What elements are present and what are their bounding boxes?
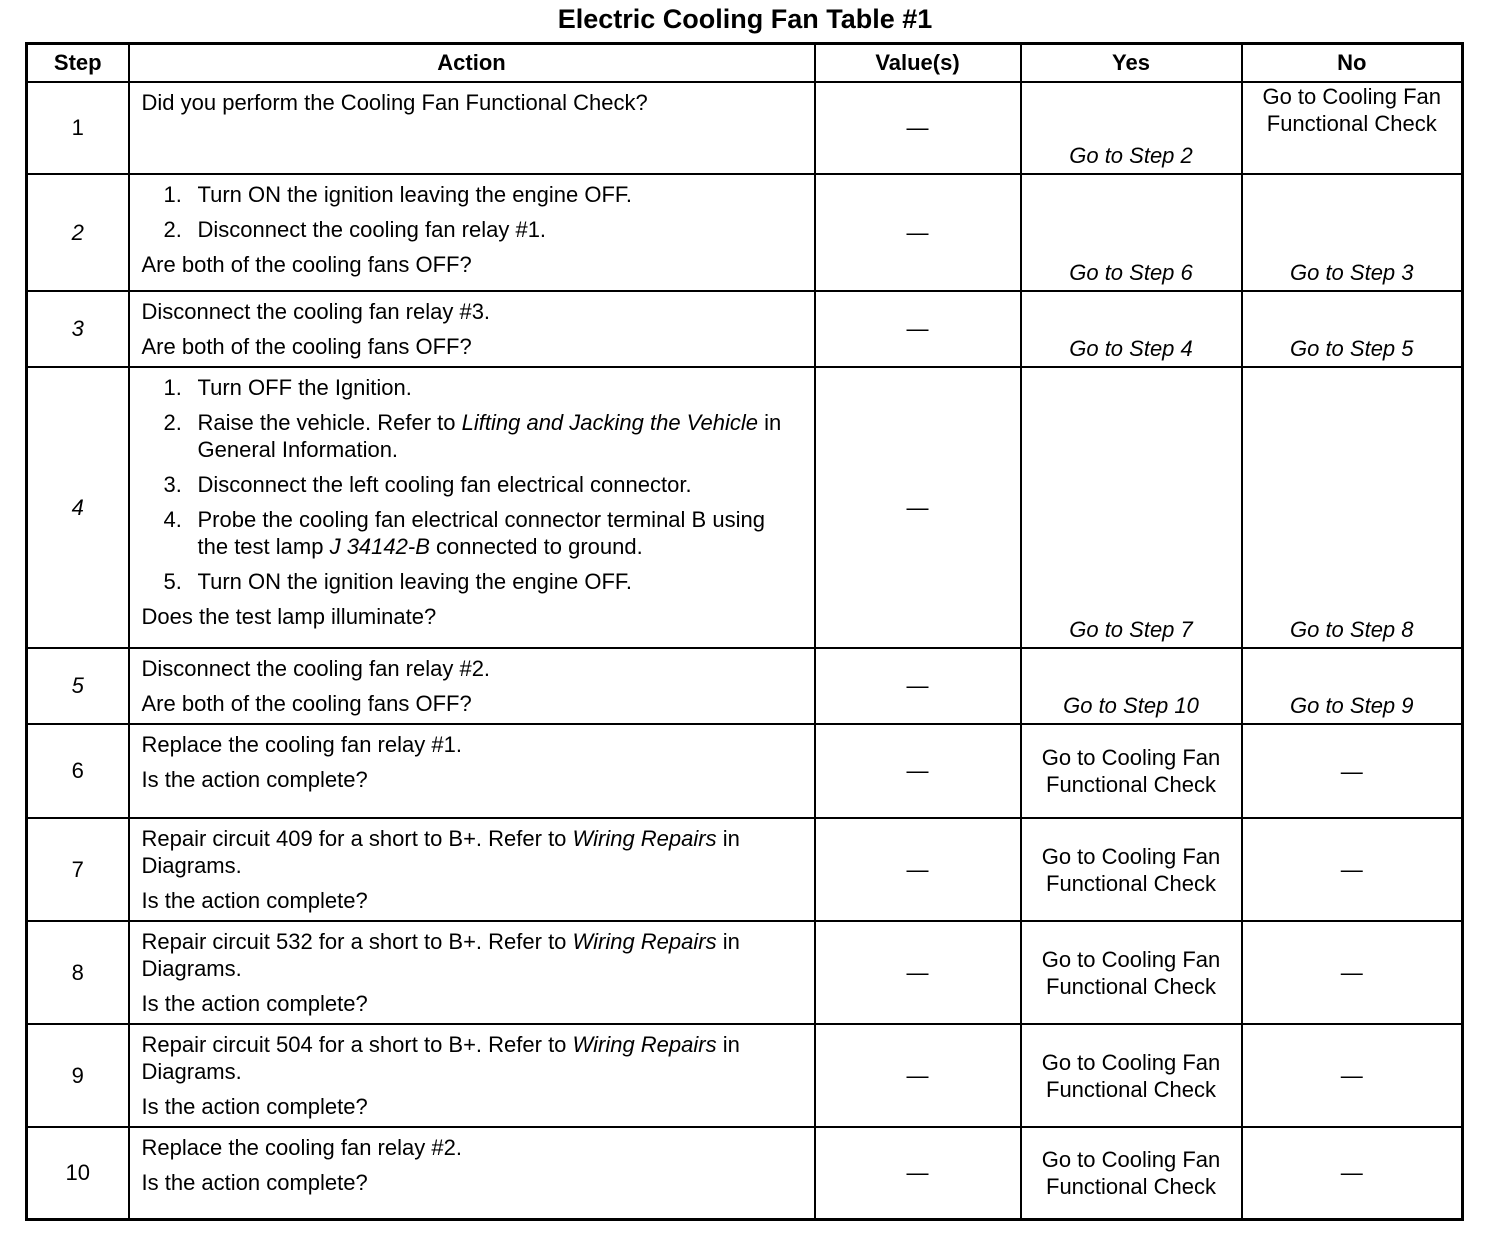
value-cell: — — [815, 1127, 1021, 1219]
yes-cell: Go to Cooling Fan Functional Check — [1021, 1024, 1242, 1127]
text-segment: Disconnect the cooling fan relay #1. — [197, 217, 547, 242]
action-cell — [129, 291, 815, 367]
step-cell: 3 — [27, 291, 129, 367]
step-cell: 2 — [27, 174, 129, 291]
item-text — [198, 568, 633, 595]
item-number: 1. — [163, 375, 182, 400]
value-cell: — — [815, 921, 1021, 1024]
action-text — [142, 298, 802, 325]
yes-cell: Go to Cooling Fan Functional Check — [1021, 818, 1242, 921]
item-text — [198, 374, 412, 401]
no-cell: Go to Step 9 — [1242, 648, 1463, 724]
action-text — [142, 89, 802, 116]
step-cell: 8 — [27, 921, 129, 1024]
action-cell — [129, 648, 815, 724]
step-cell: 9 — [27, 1024, 129, 1127]
action-text — [142, 887, 802, 914]
value-cell: — — [815, 648, 1021, 724]
table-row — [27, 724, 1463, 818]
action-cell — [129, 1127, 815, 1219]
text-segment: Is the action complete? — [141, 888, 368, 913]
action-cell — [129, 174, 815, 291]
item-number: 4. — [163, 507, 182, 532]
action-list-item — [142, 181, 802, 208]
step-cell: 7 — [27, 818, 129, 921]
action-cell — [129, 818, 815, 921]
header-no: No — [1242, 44, 1463, 83]
text-segment: Turn ON the ignition leaving the engine OFF. — [197, 569, 633, 594]
yes-cell: Go to Step 6 — [1021, 174, 1242, 291]
action-list-item — [142, 506, 802, 560]
reference-link-text: Wiring Repairs — [572, 826, 717, 851]
table-row — [27, 1127, 1463, 1219]
no-cell: Go to Step 3 — [1242, 174, 1463, 291]
text-segment: Are both of the cooling fans OFF? — [141, 334, 472, 359]
action-text — [142, 603, 802, 630]
text-segment: in Diagrams. — [141, 929, 740, 981]
reference-link-text: J 34142-B — [329, 534, 430, 559]
table-row — [27, 1024, 1463, 1127]
action-text — [142, 825, 802, 879]
text-segment: Disconnect the cooling fan relay #3. — [141, 299, 491, 324]
table-row — [27, 367, 1463, 648]
no-cell: — — [1242, 921, 1463, 1024]
action-text — [142, 690, 802, 717]
header-row — [27, 44, 1463, 83]
table-row — [27, 291, 1463, 367]
text-segment: Are both of the cooling fans OFF? — [141, 691, 472, 716]
action-text — [142, 1169, 802, 1196]
action-list-item — [142, 568, 802, 595]
action-cell — [129, 1024, 815, 1127]
text-segment: Disconnect the left cooling fan electrical connector. — [197, 472, 692, 497]
action-list-item — [142, 409, 802, 463]
text-segment: Does the test lamp illuminate? — [141, 604, 437, 629]
step-cell: 6 — [27, 724, 129, 818]
no-cell: — — [1242, 1024, 1463, 1127]
value-cell: — — [815, 1024, 1021, 1127]
step-cell: 1 — [27, 82, 129, 174]
action-text — [142, 1134, 802, 1161]
text-segment: connected to ground. — [429, 534, 643, 559]
table-row — [27, 174, 1463, 291]
table-row — [27, 921, 1463, 1024]
value-cell: — — [815, 367, 1021, 648]
no-cell: — — [1242, 1127, 1463, 1219]
action-text — [142, 928, 802, 982]
yes-cell: Go to Cooling Fan Functional Check — [1021, 921, 1242, 1024]
value-cell: — — [815, 818, 1021, 921]
yes-cell: Go to Step 4 — [1021, 291, 1242, 367]
action-text — [142, 766, 802, 793]
text-segment: Disconnect the cooling fan relay #2. — [141, 656, 491, 681]
item-text — [198, 216, 547, 243]
text-segment: Replace the cooling fan relay #1. — [141, 732, 462, 757]
step-cell: 10 — [27, 1127, 129, 1219]
header-values: Value(s) — [815, 44, 1021, 83]
action-cell — [129, 724, 815, 818]
text-segment: Repair circuit 409 for a short to B+. Refer to — [141, 826, 573, 851]
no-cell: Go to Step 5 — [1242, 291, 1463, 367]
header-yes: Yes — [1021, 44, 1242, 83]
item-number: 1. — [163, 182, 182, 207]
table-title: Electric Cooling Fan Table #1 — [557, 4, 933, 34]
item-text — [198, 409, 802, 463]
yes-cell: Go to Cooling Fan Functional Check — [1021, 1127, 1242, 1219]
text-segment: Is the action complete? — [141, 991, 368, 1016]
no-cell: Go to Cooling Fan Functional Check — [1242, 82, 1463, 174]
text-segment: Is the action complete? — [141, 767, 368, 792]
table-row — [27, 82, 1463, 174]
text-segment: in Diagrams. — [141, 826, 740, 878]
header-action: Action — [129, 44, 815, 83]
item-text — [198, 181, 633, 208]
table-row — [27, 648, 1463, 724]
text-segment: Repair circuit 532 for a short to B+. Refer to — [141, 929, 573, 954]
action-text — [142, 990, 802, 1017]
text-segment: Repair circuit 504 for a short to B+. Refer to — [141, 1032, 573, 1057]
text-segment: Did you perform the Cooling Fan Functional Check? — [141, 90, 648, 115]
text-segment: Turn ON the ignition leaving the engine OFF. — [197, 182, 633, 207]
value-cell: — — [815, 724, 1021, 818]
reference-link-text: Wiring Repairs — [572, 1032, 717, 1057]
action-text — [142, 655, 802, 682]
reference-link-text: Wiring Repairs — [572, 929, 717, 954]
text-segment: Raise the vehicle. Refer to — [197, 410, 462, 435]
no-cell: Go to Step 8 — [1242, 367, 1463, 648]
text-segment: Replace the cooling fan relay #2. — [141, 1135, 462, 1160]
value-cell: — — [815, 291, 1021, 367]
item-number: 3. — [163, 472, 182, 497]
no-cell: — — [1242, 818, 1463, 921]
action-list-item — [142, 471, 802, 498]
action-text — [142, 251, 802, 278]
item-number: 2. — [163, 410, 182, 435]
text-segment: Probe the cooling fan electrical connector terminal B using the test lamp — [197, 507, 765, 559]
action-cell — [129, 82, 815, 174]
text-segment: Turn OFF the Ignition. — [197, 375, 412, 400]
yes-cell: Go to Step 7 — [1021, 367, 1242, 648]
value-cell: — — [815, 82, 1021, 174]
action-cell — [129, 921, 815, 1024]
item-number: 5. — [163, 569, 182, 594]
value-cell: — — [815, 174, 1021, 291]
item-number: 2. — [163, 217, 182, 242]
text-segment: in Diagrams. — [141, 1032, 740, 1084]
reference-link-text: Lifting and Jacking the Vehicle — [461, 410, 759, 435]
action-list-item — [142, 216, 802, 243]
text-segment: in General Information. — [197, 410, 782, 462]
action-text — [142, 333, 802, 360]
yes-cell: Go to Cooling Fan Functional Check — [1021, 724, 1242, 818]
table-row — [27, 818, 1463, 921]
action-text — [142, 1093, 802, 1120]
action-cell — [129, 367, 815, 648]
text-segment: Is the action complete? — [141, 1094, 368, 1119]
step-cell: 4 — [27, 367, 129, 648]
cooling-fan-table — [25, 42, 1464, 1221]
no-cell: — — [1242, 724, 1463, 818]
action-list-item — [142, 374, 802, 401]
yes-cell: Go to Step 2 — [1021, 82, 1242, 174]
action-text — [142, 1031, 802, 1085]
item-text — [198, 471, 692, 498]
action-text — [142, 731, 802, 758]
text-segment: Is the action complete? — [141, 1170, 368, 1195]
header-step: Step — [27, 44, 129, 83]
yes-cell: Go to Step 10 — [1021, 648, 1242, 724]
item-text — [198, 506, 802, 560]
text-segment: Are both of the cooling fans OFF? — [141, 252, 472, 277]
step-cell: 5 — [27, 648, 129, 724]
